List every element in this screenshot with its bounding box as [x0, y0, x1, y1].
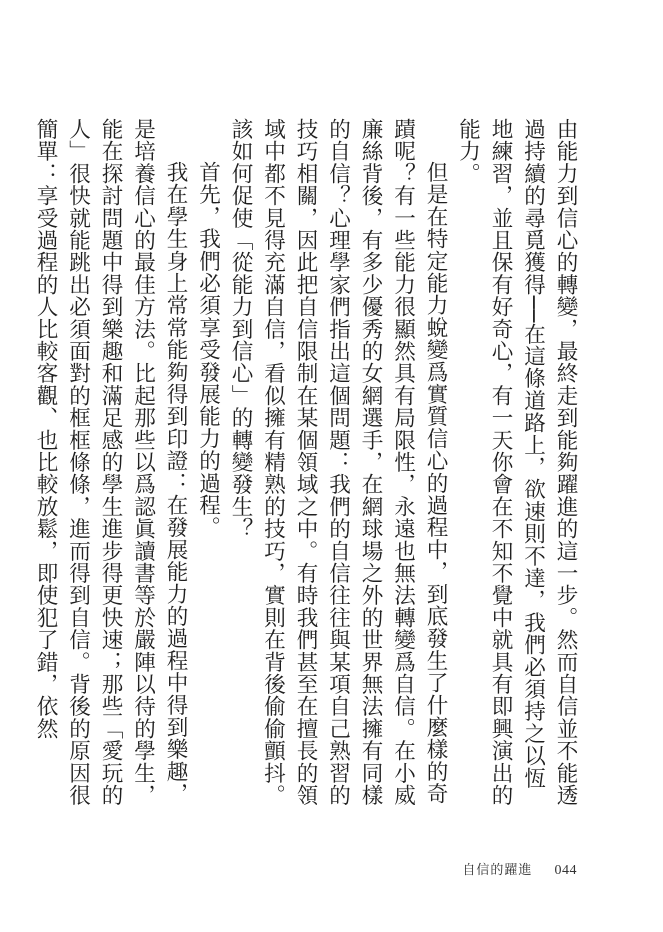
page-footer [462, 859, 577, 879]
paragraph-3: 首先，我們必須享受發展能力的過程。 [195, 161, 221, 539]
paragraph-1: 由能力到信心的轉變，最終走到能夠躍進的這一步。然而自信並不能透過持續的尋覓獲得──在這條道路上，欲速則不達，我們必須持之以恆地練習，並且保有好奇心，有一天你會在不知不覺中就具有即興演出的能力。 [455, 118, 578, 807]
paragraph-4: 我在學生身上常常能夠得到印證：在發展能力的過程中得到樂趣，是培養信心的最佳方法。比起那些以爲認眞讀書等於嚴陣以待的學生，能在探討問題中得到樂趣和滿足感的學生進步得更快速；那些「愛玩的人」很快就能跳出必須面對的框框條條，進而得到自信。背後的原因很簡單：享受過程的人比較客觀、也比較放鬆，即使犯了錯，依然 [33, 118, 188, 807]
running-title: 自信的躍進 [462, 863, 533, 878]
body-text [29, 118, 582, 808]
paragraph-2: 但是在特定能力蛻變爲實質信心的過程中，到底發生了什麼樣的奇蹟呢？有一些能力很顯然具有局限性，永遠也無法轉變爲自信。在小威廉絲背後，有多少優秀的女網選手，在網球場之外的世界無法擁有同樣的自信？心理學家們指出這個問題：我們的自信往往與某項自己熟習的技巧相關，因此把自信限制在某個領域之中。有時我們甚至在擅長的領域中都不見得充滿自信，看似擁有精熟的技巧，實則在背後偷偷顫抖。該如何促使「從能力到信心」的轉變發生？ [228, 118, 448, 807]
page-number: 044 [554, 863, 577, 878]
